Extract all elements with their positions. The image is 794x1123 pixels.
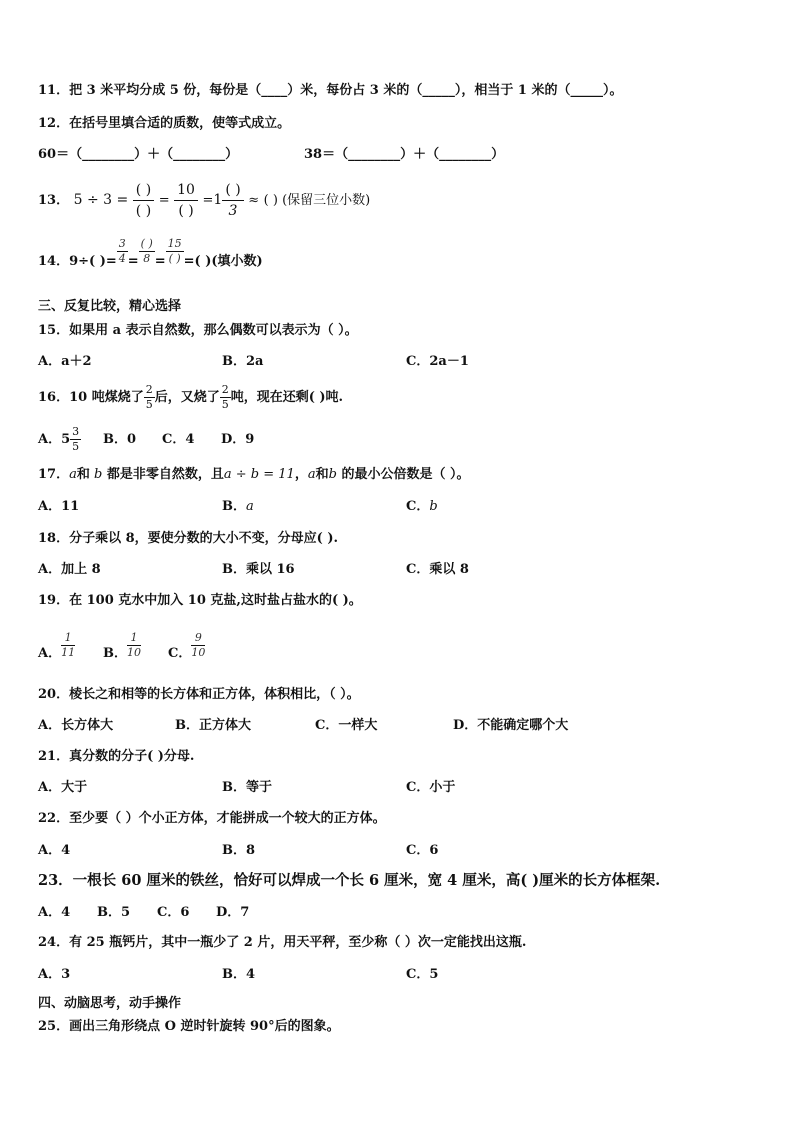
question-13-fraction-3: $\frac{( )}{3}$: [222, 180, 243, 221]
q19-option-a[interactable]: A． $\frac{1}{11}$: [38, 631, 76, 661]
q18-option-b[interactable]: B．乘以 16: [222, 562, 295, 577]
q15-option-b[interactable]: B．2a: [222, 354, 264, 369]
q18-option-a[interactable]: A．加上 8: [38, 562, 101, 577]
question-19: 19．在 100 克水中加入 10 克盐,这时盐占盐水的( )。: [38, 593, 362, 608]
question-16-fraction-1: $\frac{2}{5}$: [145, 383, 153, 411]
q24-option-b[interactable]: B．4: [222, 967, 256, 982]
question-22: 22．至少要（ ）个小正方体，才能拼成一个较大的正方体。: [38, 811, 386, 826]
q21-option-c[interactable]: C．小于: [406, 780, 456, 795]
q17-option-c[interactable]: C．b: [406, 499, 438, 514]
question-12-equation-2: 38＝（________）＋（________）: [304, 147, 505, 162]
q24-option-c[interactable]: C．5: [406, 967, 439, 982]
question-14: 14．9÷( )= $\frac{3}{4}$ = $\frac{( )}{8}$ = $\frac{15}{( )}$ =( )(填小数): [38, 237, 263, 269]
section-3-heading: 三、反复比较，精心选择: [38, 299, 182, 314]
question-13-tail: ( ) (保留三位小数): [263, 193, 371, 208]
question-11: 11．把 3 米平均分成 5 份，每份是（____）米，每份占 3 米的（_____），相当于 1 米的（_____）。: [38, 83, 623, 98]
q21-option-a[interactable]: A．大于: [38, 780, 88, 795]
q24-option-a[interactable]: A．3: [38, 967, 71, 982]
question-13-expr: 5 ÷ 3 =: [73, 192, 129, 208]
q20-option-c[interactable]: C．一样大: [315, 718, 378, 733]
question-25: 25．画出三角形绕点 O 逆时针旋转 90°后的图象。: [38, 1019, 340, 1034]
q23-option-a[interactable]: A．4: [38, 905, 71, 920]
q15-option-c[interactable]: C．2a－1: [406, 354, 469, 369]
question-13-fraction-2: $\frac{10}{( )}$: [174, 180, 198, 221]
q19-option-b[interactable]: B． $\frac{1}{10}$: [103, 631, 141, 661]
q16-option-c[interactable]: C．4: [162, 432, 195, 447]
question-20: 20．棱长之和相等的长方体和正方体，体积相比，（ ）。: [38, 687, 360, 702]
question-14-fraction-2: $\frac{( )}{8}$: [140, 237, 153, 265]
q23-option-c[interactable]: C．6: [157, 905, 190, 920]
question-21: 21．真分数的分子( )分母.: [38, 749, 195, 764]
q15-option-a[interactable]: A．a＋2: [38, 354, 92, 369]
q22-option-b[interactable]: B．8: [222, 843, 256, 858]
question-14-fraction-3: $\frac{15}{( )}$: [167, 237, 182, 265]
q17-option-a[interactable]: A．11: [38, 499, 80, 514]
question-13-label: 13．: [38, 193, 70, 208]
question-23: 23．一根长 60 厘米的铁丝，恰好可以焊成一个长 6 厘米，宽 4 厘米，高( )厘米的长方体框架.: [38, 872, 661, 889]
q23-option-d[interactable]: D．7: [216, 905, 250, 920]
q16-option-d[interactable]: D．9: [221, 432, 255, 447]
q17-option-b[interactable]: B．a: [222, 499, 254, 514]
q23-option-b[interactable]: B．5: [97, 905, 131, 920]
question-12-equation-1: 60＝（________）＋（________）: [38, 147, 239, 162]
q16-option-a[interactable]: A．5 $\frac{3}{5}$: [38, 425, 80, 453]
question-13: 13． 5 ÷ 3 = $\frac{( )}{( )}$ = $\frac{10}{( )}$ =1 $\frac{( )}{3}$ ≈ ( ) (保留三位小数): [38, 182, 371, 219]
q22-option-c[interactable]: C．6: [406, 843, 439, 858]
question-15: 15．如果用 a 表示自然数，那么偶数可以表示为（ ）。: [38, 323, 358, 338]
question-12: 12．在括号里填合适的质数，使等式成立。: [38, 116, 291, 131]
q19-option-c[interactable]: C． $\frac{9}{10}$: [168, 631, 206, 661]
section-4-heading: 四、动脑思考，动手操作: [38, 996, 182, 1011]
question-13-fraction-1: $\frac{( )}{( )}$: [133, 180, 154, 221]
question-18: 18．分子乘以 8，要使分数的大小不变，分母应( ).: [38, 531, 339, 546]
question-17: 17．a和 b 都是非零自然数，且a ÷ b = 11，a和b 的最小公倍数是（ ）。: [38, 467, 470, 482]
q20-option-a[interactable]: A．长方体大: [38, 718, 114, 733]
q16-option-b[interactable]: B．0: [103, 432, 137, 447]
q22-option-a[interactable]: A．4: [38, 843, 71, 858]
question-14-fraction-1: $\frac{3}{4}$: [118, 237, 126, 265]
q20-option-d[interactable]: D．不能确定哪个大: [453, 718, 569, 733]
question-16-fraction-2: $\frac{2}{5}$: [221, 383, 229, 411]
question-24: 24．有 25 瓶钙片，其中一瓶少了 2 片，用天平秤，至少称（ ）次一定能找出这瓶.: [38, 935, 527, 950]
q20-option-b[interactable]: B．正方体大: [175, 718, 251, 733]
q18-option-c[interactable]: C．乘以 8: [406, 562, 469, 577]
question-16: 16．10 吨煤烧了 $\frac{2}{5}$ 后，又烧了 $\frac{2}{5}$ 吨，现在还剩( )吨.: [38, 383, 344, 411]
q21-option-b[interactable]: B．等于: [222, 780, 272, 795]
